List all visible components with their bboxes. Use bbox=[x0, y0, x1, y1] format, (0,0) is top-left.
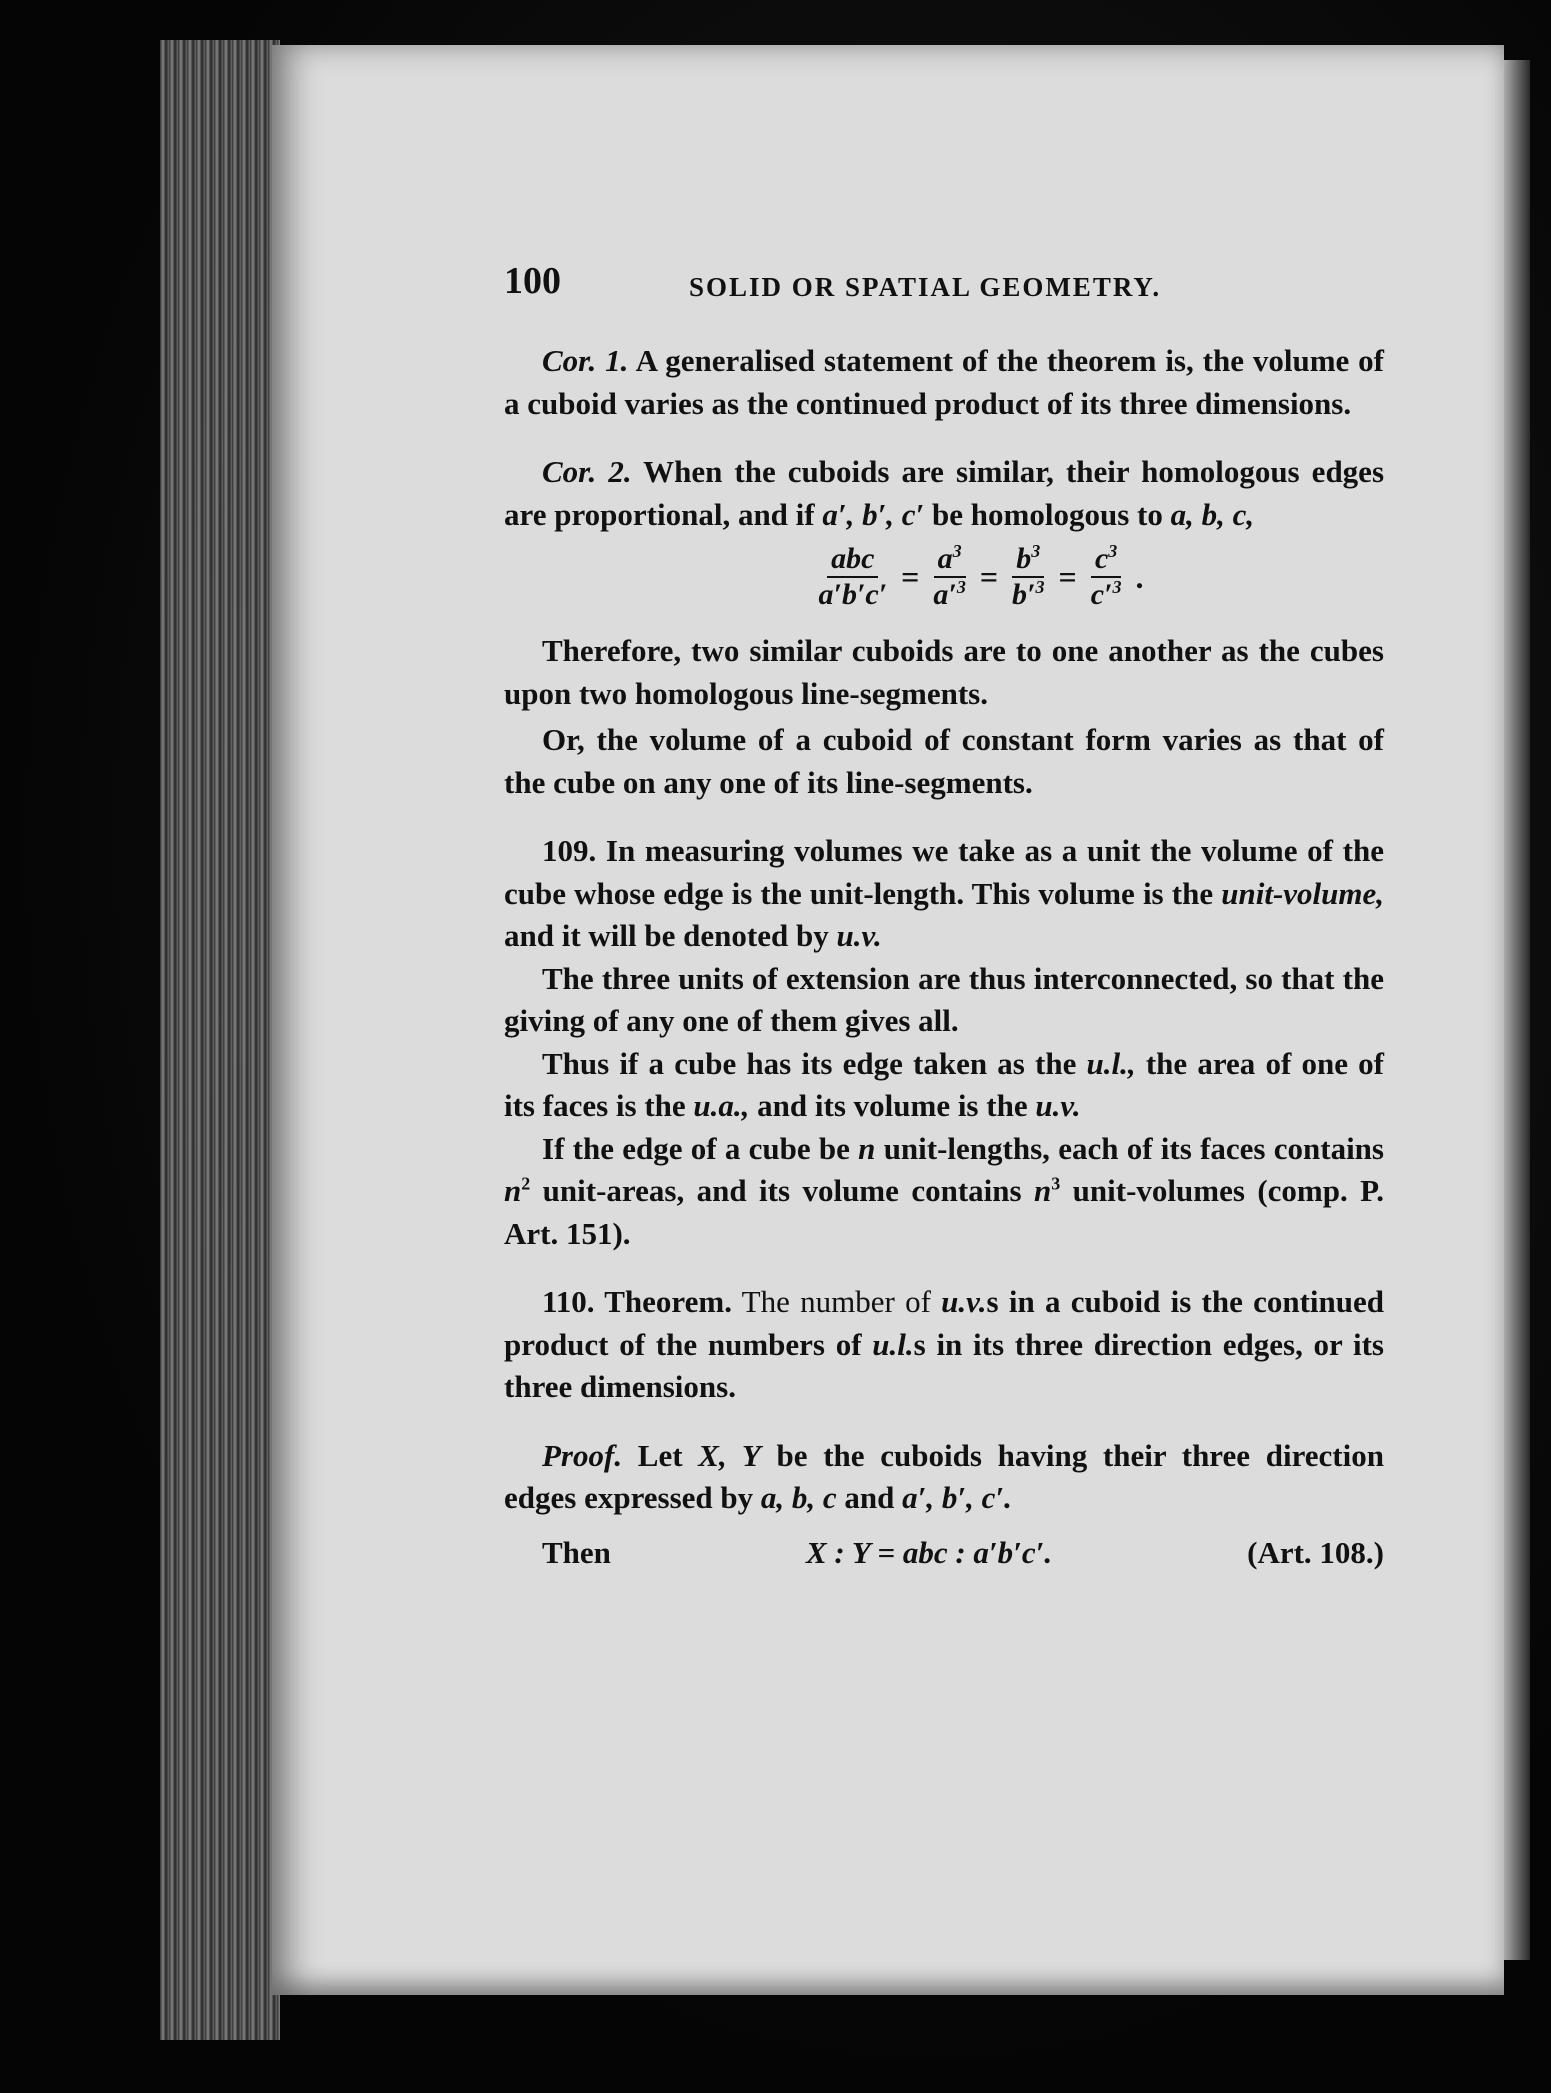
book-right-edge bbox=[1500, 60, 1530, 1960]
proof-label: Proof. bbox=[542, 1437, 623, 1473]
corollary-1-text: A generalised statement of the theorem is, the volume of a cuboid varies as the continued product of its three dimensions. bbox=[504, 343, 1385, 421]
fraction-numerator bbox=[934, 542, 966, 578]
denominator-base: b′ bbox=[1012, 578, 1036, 611]
fraction-c-cubed bbox=[1087, 542, 1126, 612]
if-text-d: unit-volumes (comp. P. Art. 151). bbox=[504, 1173, 1384, 1251]
proof-abc-primed: a′, b′, c′. bbox=[902, 1480, 1012, 1515]
thus-text-b: the area of one of its faces is the bbox=[504, 1045, 1384, 1123]
denominator-base: a′ bbox=[933, 578, 957, 611]
proof-paragraph bbox=[504, 1435, 1384, 1520]
equals-sign: = bbox=[1058, 558, 1077, 595]
article-109-text-b: and it will be denoted by bbox=[504, 918, 837, 953]
corollary-2-text-b: be homologous to bbox=[924, 496, 1171, 532]
fraction-numerator bbox=[1012, 542, 1044, 578]
article-110 bbox=[504, 1281, 1384, 1409]
thus-text-a: Thus if a cube has its edge taken as the bbox=[542, 1045, 1087, 1081]
if-n3: n bbox=[1033, 1173, 1052, 1208]
corollary-1-label: Cor. 1. bbox=[542, 343, 629, 378]
paragraph-three-units: The three units of extension are thus interconnected, so that the giving of any one of them gives all. bbox=[504, 960, 1384, 1038]
article-110-text-b: s in a cuboid is the continued product of the numbers of bbox=[504, 1284, 1385, 1362]
page-header bbox=[504, 260, 1384, 330]
article-110-uls: u.l. bbox=[872, 1326, 914, 1362]
if-n3-exponent: 3 bbox=[1051, 1173, 1061, 1194]
if-n2: n bbox=[504, 1173, 522, 1208]
thus-ua: u.a., bbox=[693, 1088, 750, 1123]
proof-xy: X, Y bbox=[698, 1437, 761, 1473]
page-number: 100 bbox=[504, 260, 561, 302]
page-content bbox=[504, 260, 1385, 1574]
if-text-c: unit-areas, and its volume contains bbox=[530, 1173, 1034, 1208]
if-text-b: unit-lengths, each of its faces contains bbox=[875, 1130, 1384, 1166]
article-109-text-a: In measuring volumes we take as a unit the volume of the cube whose edge is the unit-length. This volume is the bbox=[504, 833, 1384, 911]
article-110-text-a: The number of bbox=[731, 1284, 942, 1319]
then-line bbox=[504, 1532, 1384, 1575]
proof-text-b: be the cuboids having their three direction edges expressed by bbox=[504, 1437, 1384, 1515]
paragraph-therefore: Therefore, two similar cuboids are to one another as the cubes upon two homologous line-segments. bbox=[504, 633, 1384, 711]
corollary-1 bbox=[504, 340, 1384, 425]
numerator-exponent: 3 bbox=[1031, 541, 1041, 561]
book-page-edges bbox=[160, 40, 280, 2040]
fraction-denominator bbox=[1087, 578, 1126, 612]
thus-ul: u.l., bbox=[1086, 1045, 1136, 1081]
article-109-number: 109. bbox=[542, 833, 597, 868]
proof-text-c: and bbox=[836, 1480, 903, 1515]
fraction-numerator bbox=[1091, 542, 1121, 578]
article-109 bbox=[504, 830, 1384, 958]
numerator-base: c bbox=[1094, 542, 1109, 575]
if-n1: n bbox=[858, 1130, 876, 1166]
corollary-2-label: Cor. 2. bbox=[542, 454, 632, 489]
paragraph-thus bbox=[504, 1043, 1384, 1128]
corollary-2-vars: a, b, c, bbox=[1170, 496, 1255, 532]
article-109-abbr: u.v. bbox=[836, 918, 882, 953]
numerator-exponent: 3 bbox=[1108, 541, 1118, 561]
denominator-exponent: 3 bbox=[1035, 577, 1045, 597]
corollary-2-text-a: When the cuboids are similar, their homologous edges are proportional, and if bbox=[504, 454, 1385, 532]
article-109-term: unit-volume, bbox=[1221, 875, 1384, 911]
corollary-2-primed-vars: a′, b′, c′ bbox=[822, 496, 925, 532]
fraction-denominator bbox=[1008, 578, 1048, 612]
article-110-uvs: u.v. bbox=[941, 1284, 987, 1319]
fraction-denominator bbox=[929, 578, 969, 612]
denominator-exponent: 3 bbox=[1112, 577, 1122, 597]
fraction-numerator: abc bbox=[827, 542, 878, 578]
article-110-number: 110. bbox=[542, 1284, 595, 1319]
running-head: SOLID OR SPATIAL GEOMETRY. bbox=[689, 272, 1162, 302]
then-word: Then bbox=[542, 1534, 611, 1570]
numerator-exponent: 3 bbox=[952, 541, 962, 561]
denominator-exponent: 3 bbox=[956, 577, 966, 597]
proof-text-a: Let bbox=[622, 1437, 699, 1473]
article-110-text-c: s in its three direction edges, or its three dimensions. bbox=[504, 1326, 1384, 1404]
thus-text-c: and its volume is the bbox=[749, 1088, 1036, 1123]
equals-sign: = bbox=[979, 558, 999, 595]
numerator-base: b bbox=[1016, 542, 1032, 575]
proof-abc: a, b, c bbox=[760, 1480, 837, 1515]
if-text-a: If the edge of a cube be bbox=[542, 1130, 859, 1166]
if-n2-exponent: 2 bbox=[521, 1173, 531, 1194]
ratio-statement: X : Y = abc : a′b′c′. bbox=[805, 1534, 1053, 1570]
fraction-abc bbox=[815, 542, 892, 612]
ratio-equation bbox=[504, 542, 1384, 612]
corollary-2 bbox=[504, 451, 1384, 536]
paragraph-or: Or, the volume of a cuboid of constant form varies as that of the cube on any one of its line-segments. bbox=[504, 722, 1384, 800]
article-110-label: Theorem. bbox=[594, 1284, 732, 1319]
paragraph-if bbox=[504, 1128, 1384, 1256]
equals-sign: = bbox=[901, 558, 920, 595]
article-reference: (Art. 108.) bbox=[1247, 1534, 1384, 1570]
fraction-denominator: a′b′c′ bbox=[818, 578, 888, 611]
numerator-base: a bbox=[937, 542, 953, 575]
thus-uv: u.v. bbox=[1035, 1088, 1081, 1123]
book-page bbox=[272, 45, 1504, 1995]
equation-period: . bbox=[1135, 558, 1144, 595]
fraction-b-cubed bbox=[1008, 542, 1048, 612]
fraction-a-cubed bbox=[929, 542, 969, 612]
denominator-base: c′ bbox=[1090, 578, 1113, 611]
